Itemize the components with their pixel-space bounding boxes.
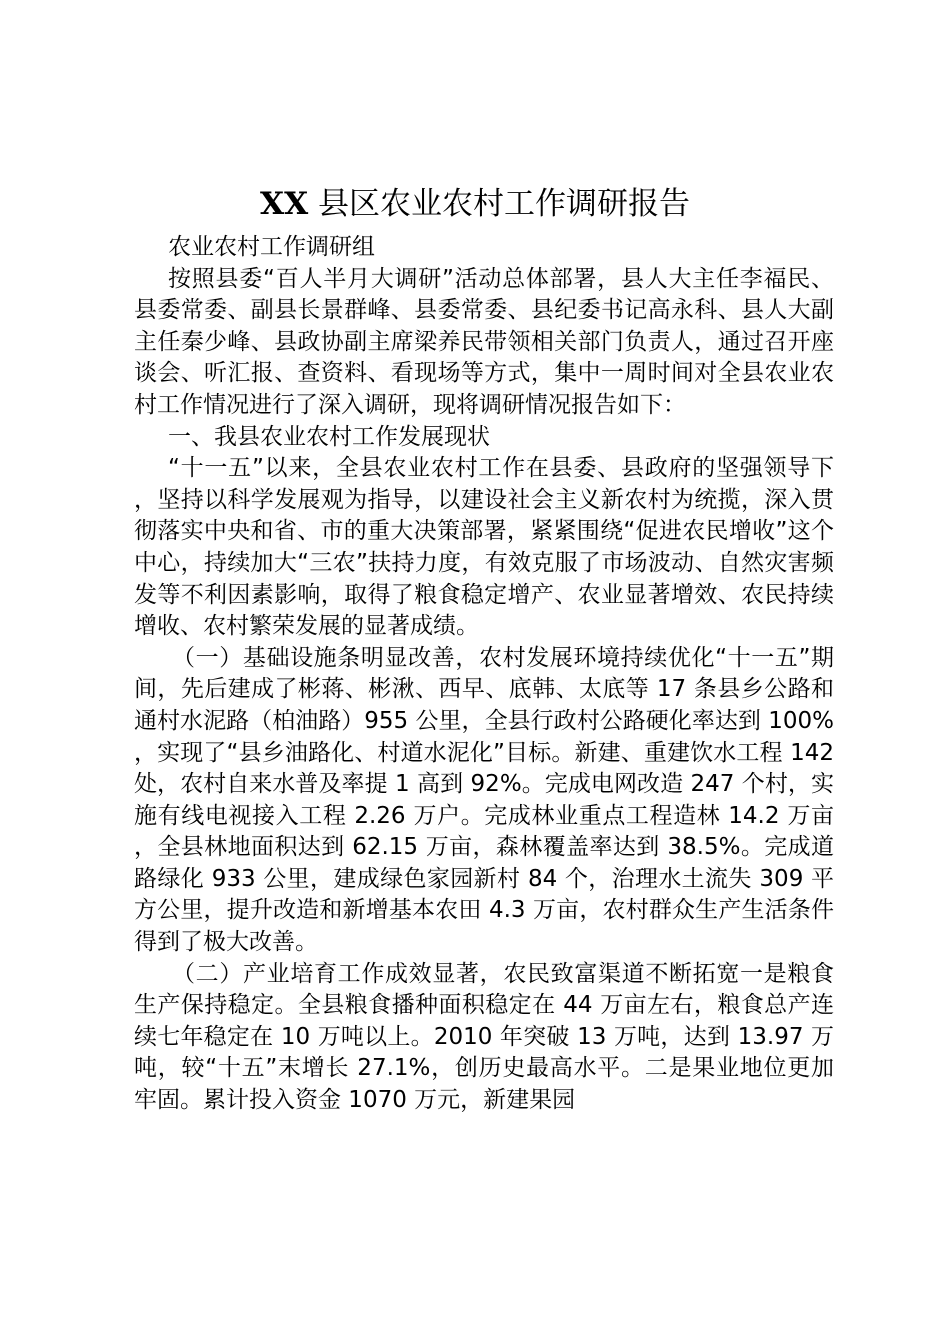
industry-paragraph: （二）产业培育工作成效显著，农民致富渠道不断拓宽一是粮食生产保持稳定。全县粮食播种面积稳定在 44 万亩左右，粮食总产连续七年稳定在 10 万吨以上。2010 年突破 13 万吨，达到 13.97 万吨，较“十五”末增长 27.1%，创历史最高水平。二是果业地位更加牢固。累计投入资金 1070 万元，新建果园	[134, 960, 834, 1114]
status-paragraph: “十一五”以来，全县农业农村工作在县委、县政府的坚强领导下，坚持以科学发展观为指导，以建设社会主义新农村为统揽，深入贯彻落实中央和省、市的重大决策部署，紧紧围绕“促进农民增收”这个中心，持续加大“三农”扶持力度，有效克服了市场波动、自然灾害频发等不利因素影响，取得了粮食稳定增产、农业显著增效、农民持续增收、农村繁荣发展的显著成绩。	[134, 455, 834, 640]
title-main: 县区农业农村工作调研报告	[317, 186, 690, 222]
infrastructure-paragraph: （一）基础设施条明显改善，农村发展环境持续优化“十一五”期间，先后建成了彬蒋、彬湫、西早、底韩、太底等 17 条县乡公路和通村水泥路（柏油路）955 公里，全县行政村公路硬化率达到 100%，实现了“县乡油路化、村道水泥化”目标。新建、重建饮水工程 142 处，农村自来水普及率提 1 高到 92%。完成电网改造 247 个村，实施有线电视接入工程 2.26 万户。完成林业重点工程造林 14.2 万亩，全县林地面积达到 62.15 万亩，森林覆盖率达到 38.5%。完成道路绿化 933 公里，建成绿色家园新村 84 个，治理水土流失 309 平方公里，提升改造和新增基本农田 4.3 万亩，农村群众生产生活条件得到了极大改善。	[134, 644, 834, 956]
intro-paragraph: 按照县委“百人半月大调研”活动总体部署，县人大主任李福民、县委常委、副县长景群峰、县委常委、县纪委书记高永科、县人大副主任秦少峰、县政协副主席梁养民带领相关部门负责人，通过召开座谈会、听汇报、查资料、看现场等方式，集中一周时间对全县农业农村工作情况进行了深入调研，现将调研情况报告如下：	[134, 265, 834, 418]
document-body	[134, 232, 834, 1117]
document-title	[0, 180, 950, 228]
section-heading: 一、我县农业农村工作发展现状	[168, 423, 490, 450]
title-prefix: XX	[260, 186, 309, 222]
author-line: 农业农村工作调研组	[168, 234, 375, 260]
